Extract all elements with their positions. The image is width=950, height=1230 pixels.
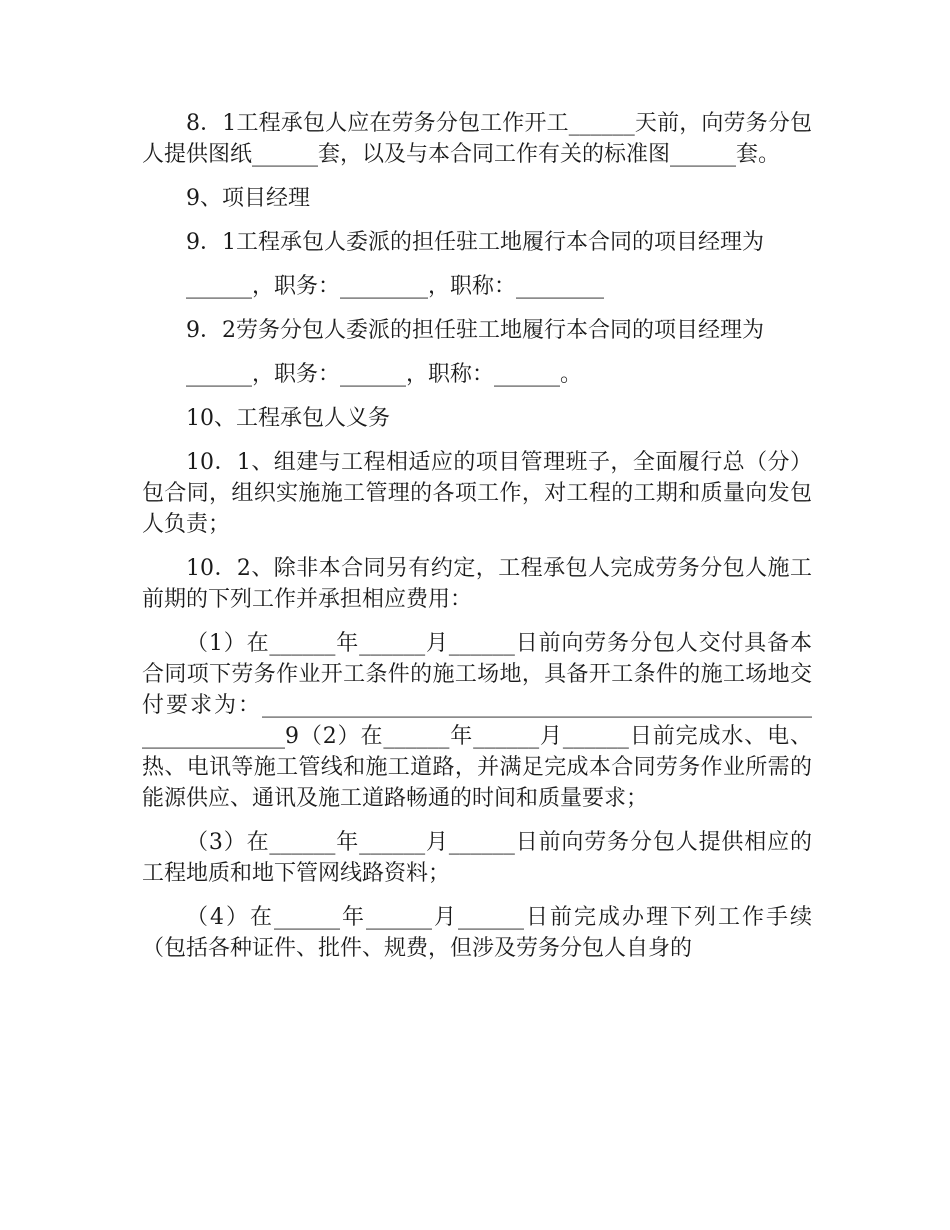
clause-10-1: 10．1、组建与工程相适应的项目管理班子，全面履行总（分）包合同，组织实施施工管理的各项工作，对工程的工期和质量向发包人负责；: [142, 450, 812, 537]
clause-10-2-item-3: （3）在______年______月______日前向劳务分包人提供相应的工程地质和地下管网线路资料；: [142, 830, 812, 886]
clause-9-1-fields: ______，职务：________，职称：________: [186, 274, 605, 299]
clause-10-2-item-4: （4）在______年______月______日前完成办理下列工作手续（包括各种证件、批件、规费，但涉及劳务分包人自身的: [142, 905, 812, 961]
clause-9-2-fields: ______，职务：______，职称：______。: [186, 362, 583, 387]
heading-contractor-obligations: 10、工程承包人义务: [186, 406, 390, 431]
heading-project-manager: 9、项目经理: [186, 186, 310, 211]
clause-9-2: 9．2劳务分包人委派的担任驻工地履行本合同的项目经理为: [186, 318, 764, 343]
clause-10-2: 10．2、除非本合同另有约定，工程承包人完成劳务分包人施工前期的下列工作并承担相应费用：: [142, 556, 812, 612]
clause-9-1: 9．1工程承包人委派的担任驻工地履行本合同的项目经理为: [186, 230, 764, 255]
clause-10-2-item-1-2: （1）在______年______月______日前向劳务分包人交付具备本合同项下劳务作业开工条件的施工场地，具备开工条件的施工场地交付要求为：_______________________________________________________________9（2）在______年______月______日前完成水、电、热、电讯等施工管线和施工道路，并满足完成本合同劳务作业所需的能源供应、通讯及施工道路畅通的时间和质量要求；: [142, 631, 812, 811]
document-page: [142, 108, 812, 977]
clause-8-1: 8．1工程承包人应在劳务分包工作开工______天前，向劳务分包人提供图纸______套，以及与本合同工作有关的标准图______套。: [142, 111, 812, 167]
